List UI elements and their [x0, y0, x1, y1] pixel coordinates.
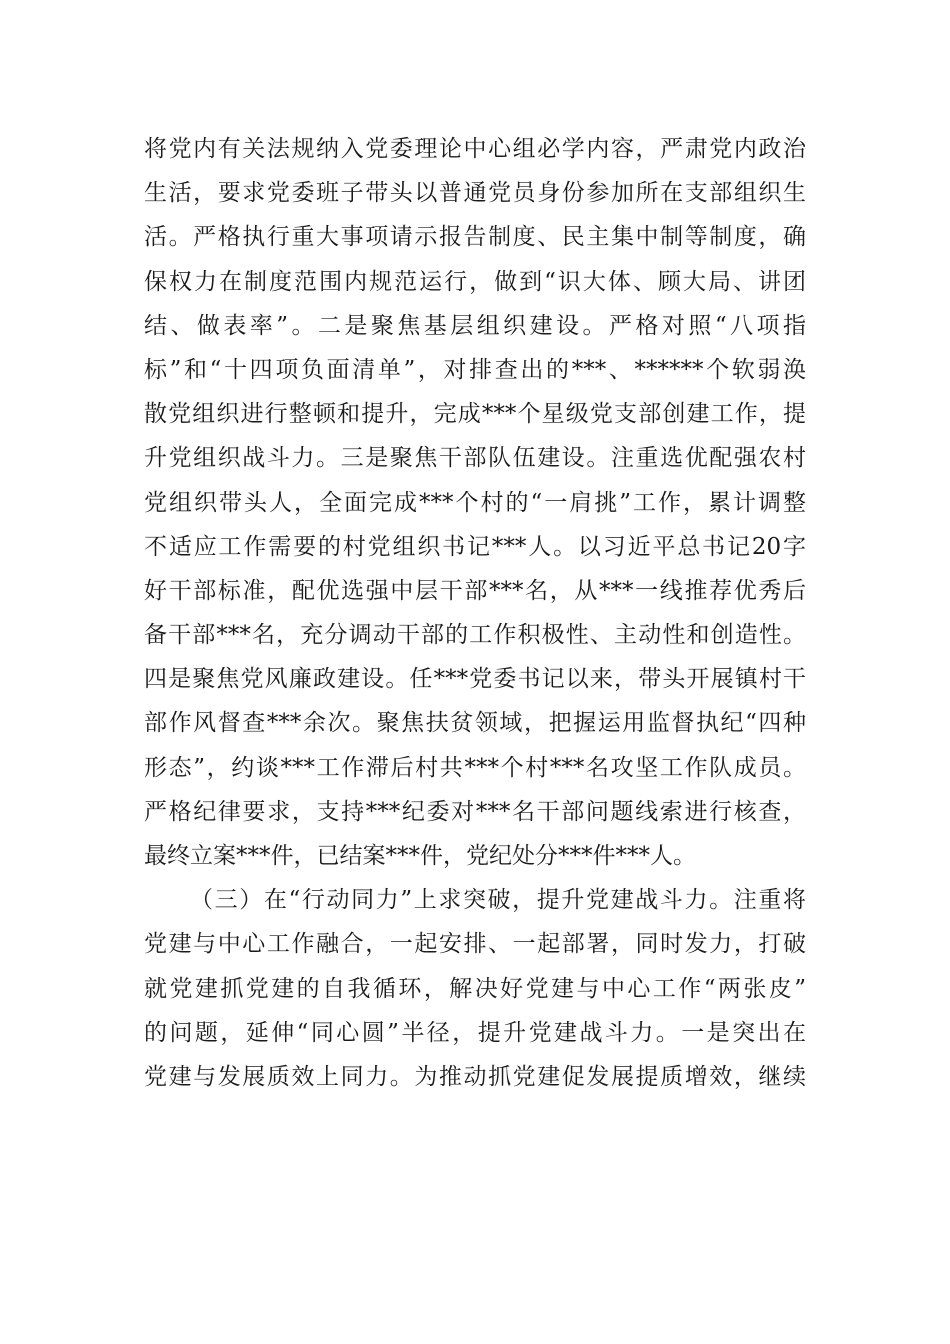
text-line: 就党建抓党建的自我循环，解决好党建与中心工作“两张皮”: [144, 975, 806, 1002]
text-line: 散党组织进行整顿和提升，完成***个星级党支部创建工作，提: [144, 401, 806, 428]
text-line: 党组织带头人，全面完成***个村的“一肩挑”工作，累计调整: [144, 489, 806, 516]
text-line: 好干部标准，配优选强中层干部***名，从***一线推荐优秀后: [144, 577, 806, 604]
text-line: 将党内有关法规纳入党委理论中心组必学内容，严肃党内政治: [144, 136, 806, 162]
text-line: 升党组织战斗力。三是聚焦干部队伍建设。注重选优配强农村: [144, 445, 806, 472]
section-heading-line: （三）在“行动同力”上求突破，提升党建战斗力。注重将: [190, 887, 806, 914]
document-body: [144, 127, 806, 1099]
text-line: 保权力在制度范围内规范运行，做到“识大体、顾大局、讲团: [144, 268, 806, 295]
text-line: 形态”，约谈***工作滞后村共***个村***名攻坚工作队成员。: [144, 754, 806, 781]
text-line: 党建与发展质效上同力。为推动抓党建促发展提质增效，继续: [144, 1063, 806, 1090]
text-line: 的问题，延伸“同心圆”半径，提升党建战斗力。一是突出在: [144, 1019, 806, 1046]
text-line: 党建与中心工作融合，一起安排、一起部署，同时发力，打破: [144, 931, 806, 958]
text-line: 备干部***名，充分调动干部的工作积极性、主动性和创造性。: [144, 622, 806, 649]
paragraph-end-line: 最终立案***件，已结案***件，党纪处分***件***人。: [144, 843, 696, 869]
text-line: 活。严格执行重大事项请示报告制度、民主集中制等制度，确: [144, 224, 806, 251]
text-line: 严格纪律要求，支持***纪委对***名干部问题线索进行核查，: [144, 798, 806, 825]
text-line: 不适应工作需要的村党组织书记***人。以习近平总书记20字: [144, 533, 806, 560]
text-line: 标”和“十四项负面清单”，对排查出的***、******个软弱涣: [144, 356, 806, 383]
text-line: 四是聚焦党风廉政建设。任***党委书记以来，带头开展镇村干: [144, 666, 806, 693]
text-line: 部作风督查***余次。聚焦扶贫领域，把握运用监督执纪“四种: [144, 710, 806, 737]
text-line: 结、做表率”。二是聚焦基层组织建设。严格对照“八项指: [144, 312, 806, 339]
text-line: 生活，要求党委班子带头以普通党员身份参加所在支部组织生: [144, 180, 806, 207]
